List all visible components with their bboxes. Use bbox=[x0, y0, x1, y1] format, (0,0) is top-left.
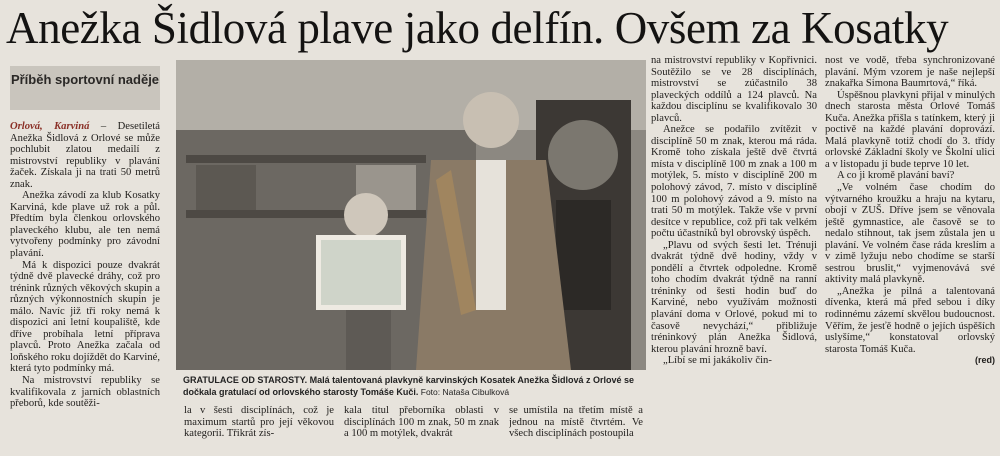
paragraph: Úspěšnou plavkyni přijal v minulých dnech starosta města Orlové Tomáš Kuča. Anežka přišla s tatínkem, který ji poctivě na každé plavání doprovází. Malá plavkyně totiž chodí do 3. třídy orlovské Základní školy ve Školní ulici a v listopadu jí bude teprve 10 let. bbox=[825, 89, 995, 170]
paragraph bbox=[10, 121, 160, 190]
paragraph: Anežce se podařilo zvítězit v disciplíně 50 m znak, kterou má ráda. Kromě toho získala ještě dvě čtvrtá místa v disciplíně 100 m znak a 100 m motýlek, 5. místo v disciplíně 200 m polohový závod, 7. místo v disciplíně 100 m polohový závod a 9. místo na trati 50 m motýlek. Takže vše v první desítce v republice, což při tak velkém počtu účastníků byl obrovský úspěch. bbox=[651, 124, 817, 240]
article-column-4 bbox=[509, 405, 643, 453]
paragraph: se umístila na třetím místě a jednou na místě čtvrtém. Ve všech disciplínách postoupila bbox=[509, 405, 643, 440]
paragraph: A co ji kromě plavání baví? bbox=[837, 170, 955, 182]
article-column-6 bbox=[825, 55, 995, 453]
caption-body: Malá talentovaná plavkyně karvinských Kosatek Anežka Šidlová z Orlové se dočkala gratulací od orlovského starosty Tomáše Kuči. bbox=[183, 375, 634, 397]
paragraph: kala titul přeborníka oblasti v disciplínách 100 m znak, 50 m znak a 100 m motýlek, dvakrát bbox=[344, 405, 499, 440]
paragraph-text: – Desetiletá Anežka Šidlová z Orlové se může pochlubit zlatou medailí z mistrovství republiky v plavání žaček. Získala ji na trati 50 metrů znak. bbox=[10, 121, 160, 190]
article-column-1 bbox=[10, 121, 160, 453]
article-column-5 bbox=[651, 55, 817, 453]
photo-illustration bbox=[176, 60, 646, 370]
photo-credit: Foto: Nataša Cibulková bbox=[418, 387, 510, 397]
paragraph: nost ve vodě, třeba synchronizované plavání. Mým vzorem je naše nejlepší znakařka Simona Baumrtová,“ říká. bbox=[825, 55, 995, 90]
headline: Anežka Šidlová plave jako delfín. Ovšem za Kosatky bbox=[6, 3, 949, 53]
photo-caption bbox=[183, 374, 645, 402]
caption-lead: GRATULACE OD STAROSTY. bbox=[183, 375, 308, 385]
author-signature: (red) bbox=[975, 355, 995, 366]
paragraph: Anežka závodí za klub Kosatky Karviná, kde plave už rok a půl. Předtím byla členkou orlovského plaveckého klubu, ale ten nemá vytvořeny podmínky pro závodní plavání. bbox=[10, 190, 160, 260]
article-column-2 bbox=[184, 405, 334, 453]
paragraph: „Ve volném čase chodím do výtvarného kroužku a hraju na kytaru, obojí v ZUŠ. Dříve jsem se věnovala ještě gymnastice, ale časově se to nedalo stihnout, tak jsem zůstala jen u plavání. Ve volném čase ráda kreslím a v zimě lyžuju nebo chodíme se starší sestrou bruslit,“ vyjmenovává své aktivity malá plavkyně. bbox=[825, 182, 995, 286]
article-column-3 bbox=[344, 405, 499, 453]
dateline: Orlová, Karviná bbox=[10, 121, 90, 132]
paragraph: „Plavu od svých šesti let. Trénuji dvakrát týdně dvě hodiny, vždy v pondělí a čtvrtek odpoledne. Kromě toho chodím dvakrát týdně na ranní tréninky od šesti hodin buď do Karviné, nebo využívám možnosti plavání doma v Orlové, pokud mi to časově nevychází,“ přibližuje tréninkový plán Anežka Šidlová, kterou plavání hrozně baví. bbox=[651, 239, 817, 355]
kicker-box: Příběh sportovní naděje bbox=[10, 66, 160, 110]
paragraph: Na mistrovství republiky se kvalifikovala z jarních oblastních přeborů, kde soutěži- bbox=[10, 375, 160, 410]
paragraph: „Anežka je pilná a talentovaná dívenka, která má před sebou i díky rodinnému zázemí skvělou budoucnost. Věřím, že jesťě hodně o jejích úspěších uslyšíme,“ konstatoval orlovský starosta Tomáš Kuča. bbox=[825, 285, 995, 355]
paragraph: na mistrovství republiky v Kopřivnici. Soutěžilo se ve 28 disciplínách, mistrovství se zúčastnilo 38 plaveckých oddílů a 124 plavců. Na každou disciplínu se kvalifikovalo 30 plavců. bbox=[651, 55, 817, 124]
paragraph: la v šesti disciplínách, což je maximum startů pro její věkovou kategorii. Třikrát zís- bbox=[184, 405, 334, 440]
paragraph: Má k dispozici pouze dvakrát týdně dvě plavecké dráhy, což pro trénink různých věkových skupin a různých výkonnostních skupin je málo. Navíc již tři roky nemá k dispozici ani letní koupaliště, kde dříve probíhala letní příprava plavců. Proto Anežka začala od loňského roku dojíždět do Karviné, která tyto podmínky má. bbox=[10, 259, 160, 375]
article-photo bbox=[176, 60, 646, 370]
paragraph: „Líbí se mi jakákoliv čin- bbox=[663, 355, 772, 367]
